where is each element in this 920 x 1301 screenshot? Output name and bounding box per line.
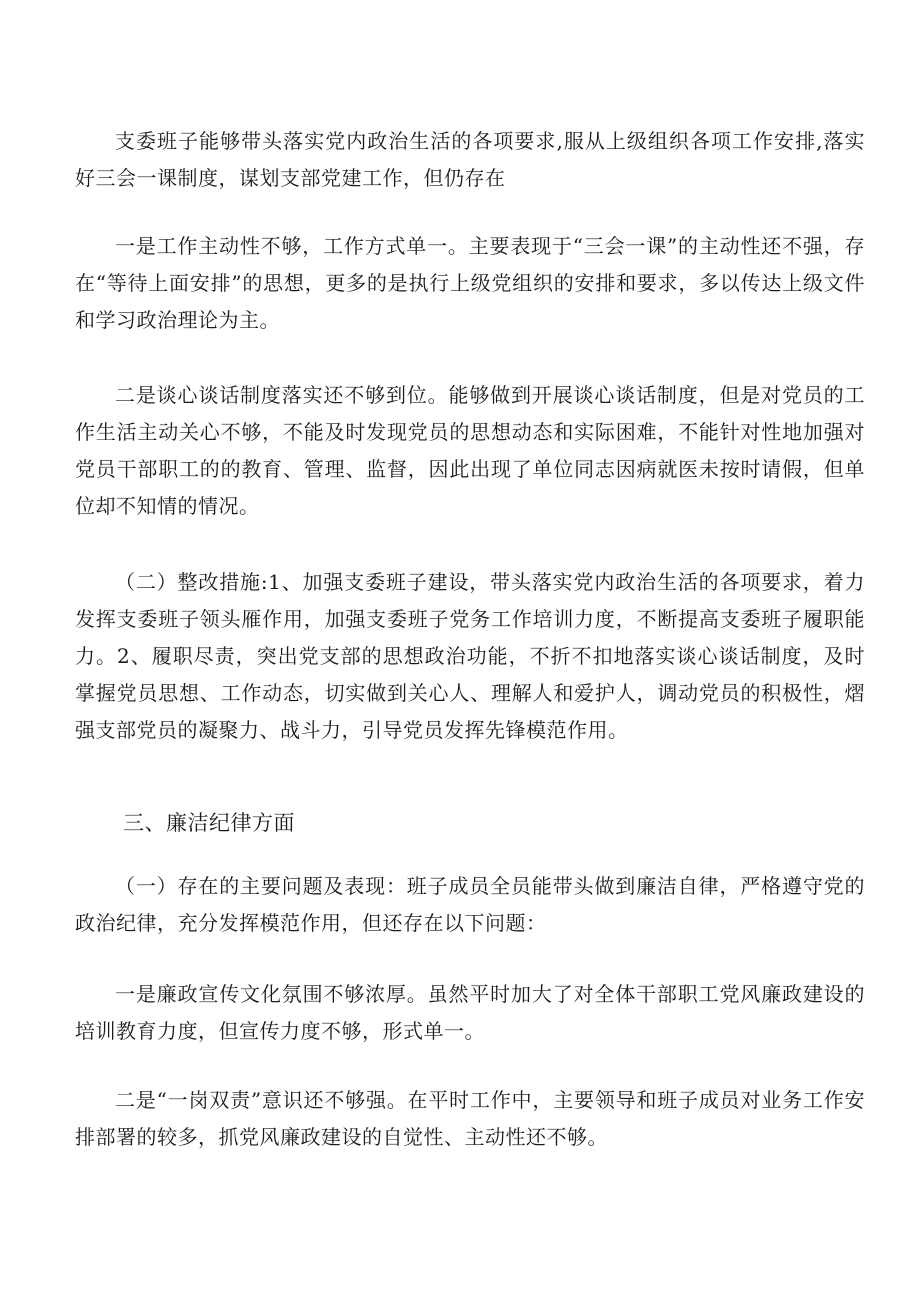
paragraph-rectification-measures: （二）整改措施:1、加强支委班子建设，带头落实党内政治生活的各项要求，着力发挥支委班子领头雁作用，加强支委班子党务工作培训力度，不断提高支委班子履职能力。2、履职尽责，突出党支部的思想政治功能，不折不扣地落实谈心谈话制度，及时掌握党员思想、工作动态，切实做到关心人、理解人和爱护人，调动党员的积极性，熠强支部党员的凝聚力、战斗力，引导党员发挥先锋模范作用。	[75, 570, 865, 742]
section-heading-integrity-discipline: 三、廉洁纪律方面	[123, 811, 295, 835]
paragraph-party-life: 支委班子能够带头落实党内政治生活的各项要求,服从上级组织各项工作安排,落实好三会一课制度，谋划支部党建工作，但仍存在	[75, 129, 865, 190]
paragraph-integrity-issue-two: 二是“一岗双责”意识还不够强。在平时工作中，主要领导和班子成员对业务工作安排部署的较多，抓党风廉政建设的自觉性、主动性还不够。	[75, 1088, 865, 1149]
paragraph-issue-one: 一是工作主动性不够，工作方式单一。主要表现于“三会一课”的主动性还不强，存在“等待上面安排”的思想，更多的是执行上级党组织的安排和要求，多以传达上级文件和学习政治理论为主。	[75, 234, 865, 332]
paragraph-issue-two: 二是谈心谈话制度落实还不够到位。能够做到开展谈心谈话制度，但是对党员的工作生活主动关心不够，不能及时发现党员的思想动态和实际困难，不能针对性地加强对党员干部职工的的教育、管理、监督，因此出现了单位同志因病就医未按时请假，但单位却不知情的情况。	[75, 383, 865, 518]
paragraph-integrity-issue-one: 一是廉政宣传文化氛围不够浓厚。虽然平时加大了对全体干部职工党风廉政建设的培训教育力度，但宣传力度不够，形式单一。	[75, 982, 865, 1043]
paragraph-main-problems: （一）存在的主要问题及表现：班子成员全员能带头做到廉洁自律，严格遵守党的政治纪律，充分发挥模范作用，但还存在以下问题：	[75, 874, 865, 935]
